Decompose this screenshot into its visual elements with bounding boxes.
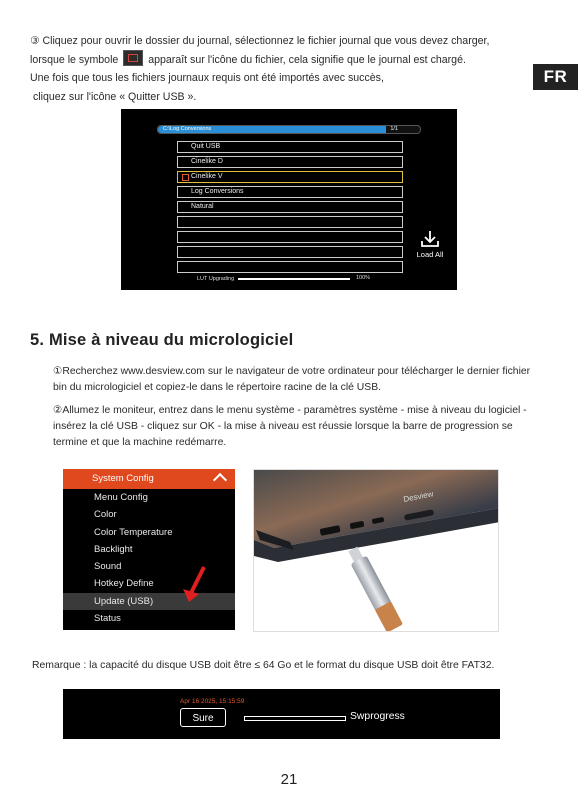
menu-item[interactable]: Status — [94, 613, 121, 625]
log-conversion-screen — [121, 109, 457, 290]
file-row[interactable] — [177, 156, 403, 168]
sw-progress-bar — [244, 716, 346, 721]
system-config-menu — [63, 469, 235, 630]
swprogress-screen — [63, 689, 500, 739]
menu-item[interactable]: Backlight — [94, 543, 133, 555]
file-list — [177, 141, 403, 276]
menu-item[interactable]: Menu Config — [94, 492, 148, 503]
file-row[interactable] — [177, 201, 403, 213]
page-number: 21 — [280, 771, 298, 788]
intro-line-3: Une fois que tous les fichiers journaux requis ont été importés avec succès, — [30, 72, 384, 85]
chevron-up-icon — [213, 473, 227, 487]
monitor-usb-photo — [253, 469, 499, 632]
file-name: Cinelike D — [191, 158, 223, 165]
menu-items — [63, 489, 235, 627]
menu-item[interactable]: Hotkey Define — [94, 578, 154, 590]
step-2: ②Allumez le moniteur, entrez dans le menu système - paramètres système - mise à niveau du logiciel - insérez la clé USB - cliquez sur OK - la mise à niveau est réussie lorsque la barre de progression se termine et que la machine redémarre. — [53, 405, 527, 448]
checkbox-icon — [182, 174, 189, 181]
menu-title: System Config — [92, 473, 154, 484]
file-name: Cinelike V — [191, 173, 223, 180]
load-all-button[interactable] — [410, 230, 450, 259]
menu-item[interactable]: Color Temperature — [94, 526, 173, 538]
file-name: Natural — [191, 203, 214, 210]
path-bar — [157, 125, 421, 134]
intro-line-2-start: lorsque le symbole — [30, 54, 119, 67]
note: Remarque : la capacité du disque USB doit être ≤ 64 Go et le format du disque USB doit être FAT32. — [32, 660, 495, 671]
monitor-brand: Desview — [402, 489, 435, 504]
intro-line-2-end: apparaît sur l'icône du fichier, cela signifie que le journal est chargé. — [148, 54, 466, 67]
intro-text — [30, 32, 530, 106]
menu-item[interactable]: Update (USB) — [63, 593, 235, 610]
file-name: Quit USB — [191, 143, 221, 150]
log-loaded-icon — [123, 50, 143, 66]
sure-button[interactable]: Sure — [180, 708, 226, 727]
swprogress-label: Swprogress — [350, 711, 405, 722]
file-row[interactable] — [177, 231, 403, 243]
page-count: 1/1 — [390, 126, 398, 132]
intro-line-4: cliquez sur l'icône « Quitter USB ». — [33, 90, 197, 103]
upgrade-progress-bar — [238, 278, 350, 280]
step-1: ①Recherchez www.desview.com sur le navigateur de votre ordinateur pour télécharger le dernier fichier bin du micrologiciel et copiez-le dans le répertoire racine de la clé USB. — [53, 366, 531, 393]
intro-line-2 — [30, 50, 530, 69]
file-name: Log Conversions — [191, 188, 244, 195]
timestamp: Apr 16 2025, 15:15:59 — [180, 698, 245, 705]
download-icon — [420, 230, 440, 248]
upgrade-label: LUT Upgrading — [197, 276, 235, 282]
file-row[interactable] — [177, 246, 403, 258]
path-label: C:\Log Conversions — [163, 126, 212, 132]
load-all-label: Load All — [416, 250, 444, 259]
language-tab: FR — [533, 64, 578, 90]
monitor-illustration — [254, 470, 499, 632]
file-row[interactable] — [177, 141, 403, 153]
upgrade-percent: 100% — [356, 275, 371, 281]
menu-header[interactable] — [63, 469, 235, 489]
red-arrow-icon — [179, 565, 209, 605]
menu-item[interactable]: Sound — [94, 561, 122, 573]
section-title: 5. Mise à niveau du micrologiciel — [30, 331, 294, 349]
file-row[interactable] — [177, 171, 403, 183]
file-row[interactable] — [177, 216, 403, 228]
file-row[interactable] — [177, 186, 403, 198]
file-row[interactable] — [177, 261, 403, 273]
menu-item[interactable]: Color — [94, 509, 117, 521]
intro-line-1: ③ Cliquez pour ouvrir le dossier du journal, sélectionnez le fichier journal que vous devez charger, — [30, 35, 490, 47]
